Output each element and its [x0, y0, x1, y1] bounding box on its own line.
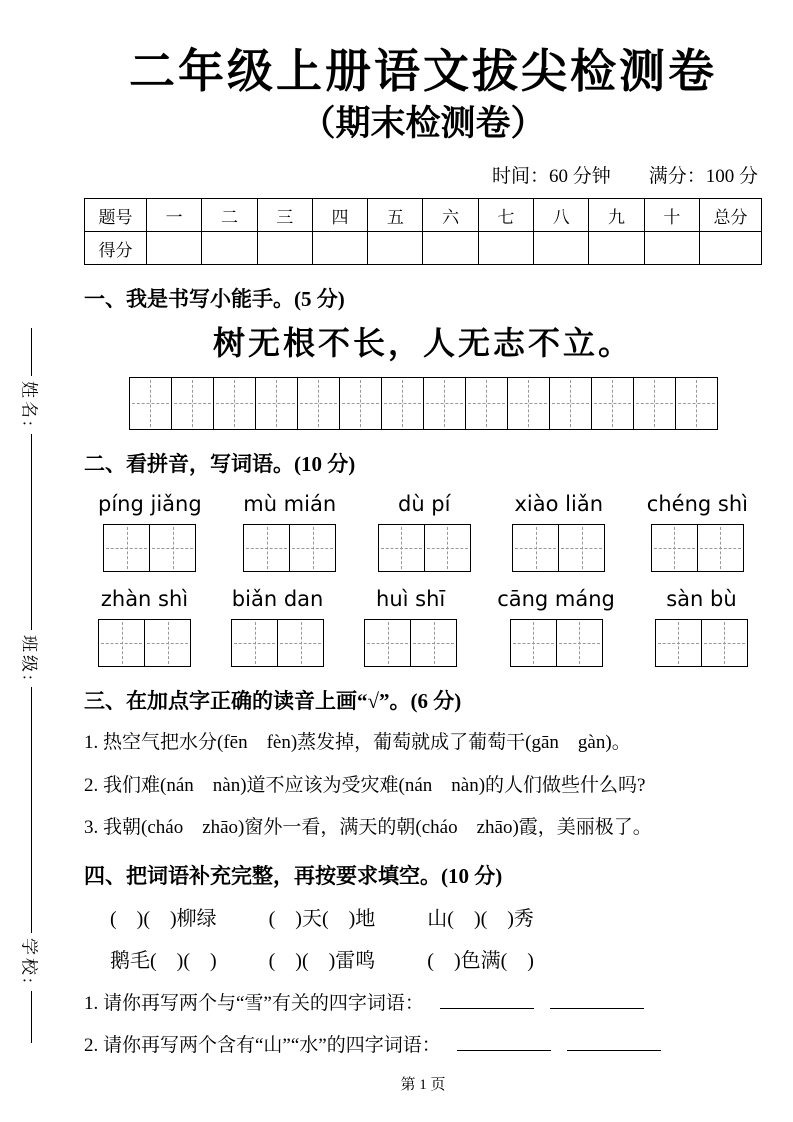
score-table-corner: 题号: [85, 199, 147, 232]
pinyin-word-group: [98, 492, 202, 572]
score-col-3: 三: [257, 199, 312, 232]
score-input-cell: [534, 232, 589, 265]
idiom-group: ( )( )柳绿: [110, 907, 217, 930]
write-cell: [507, 377, 550, 430]
answer-grid: [655, 619, 748, 667]
write-cell: [129, 377, 172, 430]
answer-grid: [510, 619, 603, 667]
write-cell: [339, 377, 382, 430]
section-4-title: 四、把词语补充完整，再按要求填空。(10 分): [84, 863, 503, 888]
write-cell: [651, 524, 698, 572]
pinyin-label: cāng máng: [497, 586, 615, 611]
idiom-group: ( )天( )地: [268, 907, 376, 930]
write-cell: [277, 619, 324, 667]
idiom-group: ( )( )雷鸣: [268, 949, 376, 972]
pinyin-label: dù pí: [397, 491, 451, 516]
pinyin-word-group: [647, 492, 748, 572]
school-fill-line: [31, 687, 32, 933]
idiom-fill-line-1: [84, 902, 762, 931]
section-1-title: 一、我是书写小能手。(5 分): [84, 287, 345, 312]
write-cell: [381, 377, 424, 430]
write-cell: [144, 619, 191, 667]
pinyin-word-group: [231, 587, 324, 667]
section-3-title: 三、在加点字正确的读音上画“√”。(6 分): [84, 688, 462, 713]
question-text: 1. 请你再写两个与“雪”有关的四字词语：: [84, 992, 424, 1014]
pinyin-word-group: [512, 492, 605, 572]
write-cell: [558, 524, 605, 572]
answer-grid: [378, 524, 471, 572]
write-cell: [171, 377, 214, 430]
score-table: [84, 198, 762, 265]
pronunciation-item-3: 3. 我朝(cháo zhāo)窗外一看，满天的朝(cháo zhāo)霞，美丽极了。: [84, 817, 652, 839]
pinyin-label: huì shī: [376, 586, 446, 611]
answer-grid: [243, 524, 336, 572]
write-cell: [424, 524, 471, 572]
pinyin-word-group: [497, 587, 615, 667]
pinyin-word-group: [655, 587, 748, 667]
pinyin-row-2: [84, 587, 762, 667]
score-input-cell: [312, 232, 367, 265]
score-input-cell: [700, 232, 762, 265]
pinyin-label: zhàn shì: [100, 586, 189, 611]
page-subtitle: （期末检测卷）: [300, 104, 546, 144]
pinyin-label: sàn bù: [666, 586, 737, 611]
write-cell: [423, 377, 466, 430]
section-2-title: 二、看拼音，写词语。(10 分): [84, 451, 356, 476]
score-col-5: 五: [368, 199, 423, 232]
score-header-row: [85, 199, 762, 232]
score-col-6: 六: [423, 199, 478, 232]
write-cell: [243, 524, 290, 572]
write-cell: [512, 524, 559, 572]
score-input-cell: [202, 232, 257, 265]
score-col-1: 一: [147, 199, 202, 232]
pinyin-label: mù mián: [243, 491, 337, 516]
write-cell: [213, 377, 256, 430]
score-col-total: 总分: [700, 199, 762, 232]
binding-margin: [12, 328, 50, 1068]
write-cell: [231, 619, 278, 667]
pinyin-label: píng jiǎng: [98, 491, 202, 516]
write-cell: [289, 524, 336, 572]
writing-sentence: 树无根不长，人无志不立。: [212, 325, 633, 362]
score-input-cell: [147, 232, 202, 265]
question-line-1: [84, 988, 762, 1015]
score-col-2: 二: [202, 199, 257, 232]
pinyin-word-group: [364, 587, 457, 667]
score-input-cell: [478, 232, 533, 265]
write-cell: [655, 619, 702, 667]
answer-grid: [512, 524, 605, 572]
answer-blank: [457, 1036, 551, 1051]
name-label: 姓名:: [19, 381, 39, 429]
write-cell: [675, 377, 718, 430]
answer-blank: [567, 1036, 661, 1051]
write-cell: [103, 524, 150, 572]
page-footer: 第 1 页: [400, 1076, 446, 1093]
exam-meta: 时间：60 分钟 满分：100 分: [491, 166, 758, 188]
pinyin-label: chéng shì: [646, 491, 748, 516]
answer-grid: [651, 524, 744, 572]
score-input-cell: [644, 232, 699, 265]
answer-grid: [98, 619, 191, 667]
score-col-9: 九: [589, 199, 644, 232]
page-title: 二年级上册语文拔尖检测卷: [129, 46, 717, 97]
pinyin-label: xiào liǎn: [514, 491, 604, 516]
write-cell: [697, 524, 744, 572]
write-cell: [364, 619, 411, 667]
write-cell: [701, 619, 748, 667]
write-cell: [591, 377, 634, 430]
answer-grid: [231, 619, 324, 667]
idiom-group: 鹅毛( )( ): [110, 949, 217, 972]
exam-paper: [84, 0, 762, 1094]
score-col-7: 七: [478, 199, 533, 232]
idiom-group: 山( )( )秀: [427, 907, 534, 930]
write-cell: [633, 377, 676, 430]
pronunciation-item-2: 2. 我们难(nán nàn)道不应该为受灾难(nán nàn)的人们做些什么吗?: [84, 774, 646, 796]
pinyin-row-1: [84, 492, 762, 572]
write-cell: [549, 377, 592, 430]
name-fill-line: [31, 328, 32, 376]
score-row-label: 得分: [85, 232, 147, 265]
score-input-cell: [423, 232, 478, 265]
write-cell: [297, 377, 340, 430]
idiom-fill-line-2: [84, 944, 762, 973]
score-col-8: 八: [534, 199, 589, 232]
writing-practice-grid: [84, 377, 762, 430]
score-value-row: [85, 232, 762, 265]
question-line-2: [84, 1030, 762, 1057]
answer-blank: [440, 994, 534, 1009]
score-input-cell: [257, 232, 312, 265]
write-cell: [149, 524, 196, 572]
answer-grid: [103, 524, 196, 572]
score-input-cell: [589, 232, 644, 265]
pronunciation-item-1: 1. 热空气把水分(fēn fèn)蒸发掉，葡萄就成了葡萄干(gān gàn)。: [84, 732, 631, 754]
bottom-fill-line: [31, 991, 32, 1043]
score-input-cell: [368, 232, 423, 265]
score-col-4: 四: [312, 199, 367, 232]
answer-grid: [364, 619, 457, 667]
school-label: 学校:: [19, 938, 39, 987]
write-cell: [410, 619, 457, 667]
pinyin-word-group: [378, 492, 471, 572]
write-cell: [465, 377, 508, 430]
score-col-10: 十: [644, 199, 699, 232]
class-fill-line: [31, 434, 32, 630]
write-cell: [556, 619, 603, 667]
pinyin-word-group: [243, 492, 336, 572]
write-cell: [255, 377, 298, 430]
pinyin-label: biǎn dan: [231, 586, 324, 611]
write-cell: [510, 619, 557, 667]
class-label: 班级:: [19, 634, 39, 683]
question-text: 2. 请你再写两个含有“山”“水”的四字词语：: [84, 1034, 441, 1056]
write-cell: [378, 524, 425, 572]
idiom-group: ( )色满( ): [427, 949, 534, 972]
answer-blank: [550, 994, 644, 1009]
write-cell: [98, 619, 145, 667]
pinyin-word-group: [98, 587, 191, 667]
